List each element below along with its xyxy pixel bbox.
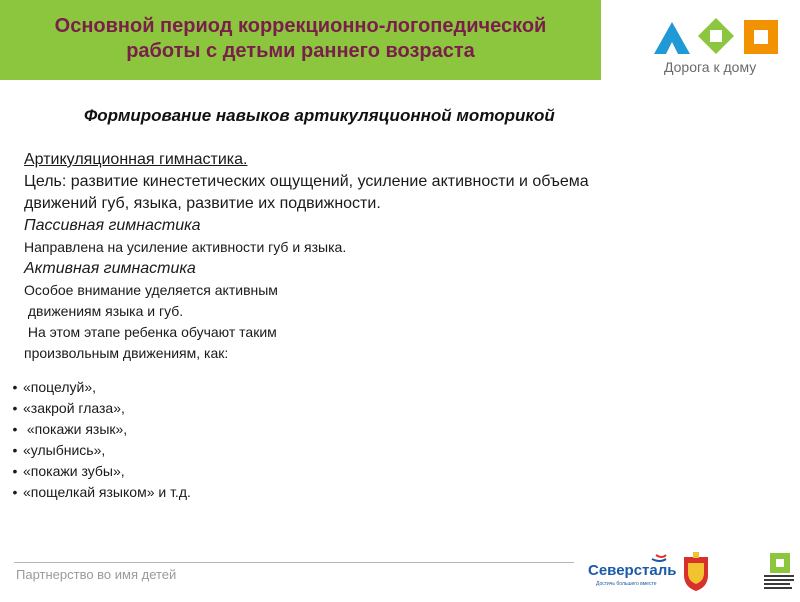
active-line1: Особое внимание уделяется активным	[24, 282, 278, 298]
square-icon	[744, 20, 778, 54]
coat-of-arms-icon	[684, 552, 708, 591]
goal-line2: движений губ, языка, развитие их подвижности.	[24, 195, 381, 212]
svg-text:Северсталь: Северсталь	[588, 562, 677, 579]
svg-text:Достичь большего вместе: Достичь большего вместе	[596, 581, 657, 587]
list-item: • «поцелуй»,	[12, 379, 97, 395]
footer-logos	[586, 549, 800, 597]
page-title	[0, 14, 601, 64]
severstal-logo	[588, 555, 676, 587]
section-subtitle: Формирование навыков артикуляционной моторикой	[84, 106, 555, 125]
list-item: • «покажи язык»,	[12, 421, 128, 437]
list-item: • «пощелкай языком» и т.д.	[12, 484, 191, 500]
content-body	[24, 149, 764, 364]
list-item: • «закрой глаза»,	[12, 400, 125, 416]
content-heading: Артикуляционная гимнастика.	[24, 151, 248, 168]
page-title-line1: Основной период коррекционно-логопедической	[54, 15, 547, 37]
brand-logo-text: Дорога к дому	[664, 59, 757, 75]
page-title-line2: работы с детьми раннего возраста	[126, 40, 475, 62]
goal-line1: Цель: развитие кинестетических ощущений, усиление активности и объема	[24, 173, 589, 190]
list-item: • «улыбнись»,	[12, 442, 106, 458]
passive-text: Направлена на усиление активности губ и языка.	[24, 239, 347, 255]
exercise-list	[7, 377, 191, 503]
active-title: Активная гимнастика	[24, 260, 196, 277]
diamond-icon	[698, 18, 734, 54]
passive-title: Пассивная гимнастика	[24, 217, 201, 234]
active-line3: На этом этапе ребенка обучают таким	[24, 324, 277, 340]
active-line4: произвольным движениям, как:	[24, 345, 229, 361]
active-line2: движениям языка и губ.	[24, 303, 184, 319]
list-item: • «покажи зубы»,	[12, 463, 125, 479]
footer-text: Партнерство во имя детей	[16, 567, 177, 582]
footer-divider	[14, 562, 574, 563]
foundation-logo	[764, 553, 794, 589]
